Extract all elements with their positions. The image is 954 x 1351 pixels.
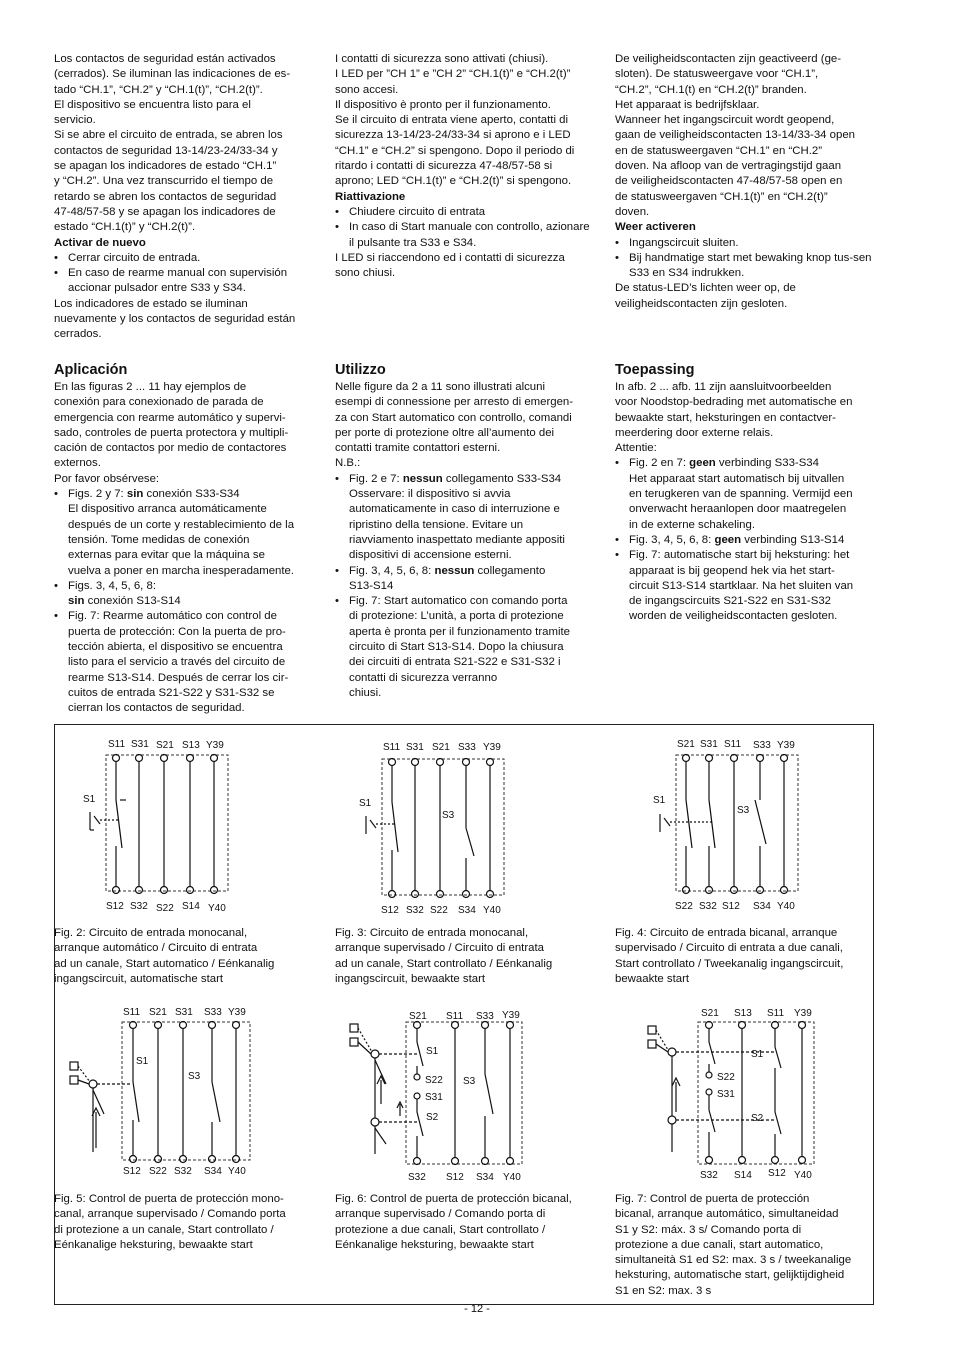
- section-heading-nl: Toepassing: [615, 362, 695, 378]
- fig5-top-label: Y39: [228, 1007, 246, 1018]
- fig6-top-label: S11: [446, 1011, 464, 1022]
- text-line: Si se abre el circuito de entrada, se abren los: [54, 129, 283, 142]
- caption-line: protezione a due canali, start automatico,: [615, 1238, 824, 1251]
- text-line: estado “CH.1(t)” y “CH.2(t)”.: [54, 221, 196, 234]
- caption-line: bewaakte start: [615, 972, 690, 985]
- list-item: [54, 609, 316, 716]
- nl-intro: [615, 52, 877, 312]
- subheading: Riattivazione: [335, 190, 406, 203]
- fig5-bottom-label: S22: [149, 1166, 167, 1177]
- es-intro: [54, 52, 316, 343]
- caption-line: canal, arranque supervisado / Comando porta: [54, 1208, 286, 1221]
- text-line: bewaakte start, heksturingen en contactver-: [615, 411, 836, 424]
- text-line: De status-LED’s lichten weer op, de: [615, 282, 796, 295]
- fig2-top-label: S11: [108, 739, 126, 750]
- fig7-bottom-label: S14: [734, 1170, 752, 1181]
- text-line: doven. Na afloop van de vertragingstijd gaan: [615, 160, 842, 173]
- caption-line: ingangscircuit, automatische start: [54, 972, 224, 985]
- text-line: Het apparaat is bedrijfsklaar.: [615, 98, 760, 111]
- fig7-top-label: S13: [734, 1008, 752, 1019]
- fig6-top-label: S21: [409, 1011, 427, 1022]
- fig2-bottom-label: Y40: [208, 903, 226, 914]
- text-line: aperta è pronta per il funzionamento tramite: [349, 625, 570, 638]
- text-line: I LED per ”CH 1” e ”CH 2” “CH.1(t)” e “CH.2(t)”: [335, 68, 571, 81]
- fig5-top-label: S11: [123, 1007, 141, 1018]
- text-line: • Fig. 7: Rearme automático con control de: [68, 610, 277, 623]
- fig4-bottom-label: S12: [722, 901, 740, 912]
- fig5-caption: [54, 1192, 316, 1253]
- list-item: • Ingangscircuit sluiten.: [615, 236, 877, 251]
- fig4-top-label: S33: [753, 740, 771, 751]
- list-item: • Cerrar circuito de entrada.: [54, 251, 316, 266]
- list-item: [615, 533, 877, 548]
- text-line: sicurezza 13-14/23-24/33-34 si aprono e i LED: [335, 129, 571, 142]
- text-line: en terugkeren van de spanning. Vermijd een: [629, 488, 853, 501]
- fig7-s22-label: S22: [717, 1072, 735, 1083]
- fig7-top-label: Y39: [794, 1008, 812, 1019]
- caption-line: bicanal, arranque automático, simultaneidad: [615, 1208, 839, 1221]
- page-number: - 12 -: [464, 1303, 490, 1315]
- caption-line: di protezione a un canale, Start controllato /: [54, 1223, 274, 1236]
- text-line: ripristino della tensione. Evitare un: [349, 518, 524, 531]
- fig3-bottom-label: S32: [406, 905, 424, 916]
- text-line: gaan de veiligheidscontacten 13-14/33-34 open: [615, 129, 856, 142]
- fig4-diagram: [650, 736, 810, 916]
- text-line: chiusi.: [349, 686, 382, 699]
- fig2-bottom-label: S32: [130, 901, 148, 912]
- fig3-caption: [335, 926, 597, 987]
- text-line: cierran los contactos de seguridad.: [68, 702, 245, 715]
- text-line: En las figuras 2 ... 11 hay ejemplos de: [54, 381, 247, 393]
- caption-line: arranque supervisado / Circuito di entrata: [335, 942, 544, 955]
- text-line: El dispositivo se encuentra listo para el: [54, 98, 251, 111]
- caption-line: ad un canale, Start automatico / Eénkanalig: [54, 957, 275, 970]
- fig6-top-label: S33: [476, 1011, 494, 1022]
- text-line: tección abierta, el dispositivo se encuentra: [68, 641, 283, 654]
- text-line: de statusweergaven “CH.1(t)” en “CH.2(t)”: [615, 190, 828, 203]
- fig2-s1-label: S1: [83, 794, 96, 805]
- text-line: • Figs. 3, 4, 5, 6, 8:: [68, 579, 157, 592]
- caption-line: supervisado / Circuito di entrata a due canali,: [615, 942, 843, 955]
- fig4-caption: [615, 926, 877, 987]
- text-line: después de un corte y restablecimiento de la: [68, 518, 295, 531]
- fig2-bottom-label: S14: [182, 901, 200, 912]
- fig7-s2-label: S2: [751, 1113, 764, 1124]
- text-line: cerrados.: [54, 328, 102, 341]
- list-item: • In caso di Start manuale con controllo, azionare il pulsante tra S33 e S34.: [335, 220, 597, 251]
- text-line: aprono; LED “CH.1(t)” e “CH.2(t)” si spengono.: [335, 175, 572, 188]
- caption-line: Start controllato / Tweekanalig ingangscircuit,: [615, 957, 844, 970]
- bold-run: nessun: [402, 472, 443, 485]
- fig6-diagram: [340, 1004, 540, 1184]
- fig2-top-label: S31: [131, 739, 149, 750]
- fig3-top-label: Y39: [483, 742, 501, 753]
- it-intro: [335, 52, 597, 281]
- list-item: [335, 472, 597, 564]
- caption-line: Eénkanalige heksturing, bewaakte start: [54, 1238, 253, 1251]
- text-line: Il dispositivo è pronto per il funzionamento.: [335, 98, 551, 111]
- fig4-bottom-label: Y40: [777, 901, 795, 912]
- text-line: circuit S13-S14 startklaar. Na het sluiten van: [629, 579, 854, 592]
- text-line: I LED si riaccendono ed i contatti di sicurezza: [335, 251, 565, 264]
- text-line: worden de veiligheidscontacten gesloten.: [629, 610, 838, 623]
- text-line: riavviamento inaspettato mediante appositi: [349, 533, 565, 546]
- fig7-caption: [615, 1192, 877, 1299]
- fig7-s1-label: S1: [751, 1049, 764, 1060]
- fig3-bottom-label: S22: [430, 905, 448, 916]
- text-line: “CH.2”, “CH.1(t) en “CH.2(t)” branden.: [615, 83, 807, 96]
- fig4-top-label: S31: [700, 739, 718, 750]
- fig6-top-label: Y39: [502, 1010, 520, 1021]
- caption-line: arranque supervisado / Comando porta di: [335, 1208, 546, 1221]
- caption-line: Fig. 7: Control de puerta de protección: [615, 1193, 810, 1205]
- caption-line: ingangscircuit, bewaakte start: [335, 972, 486, 985]
- text-run: verbinding S13-S14: [741, 533, 845, 546]
- caption-line: heksturing, automatische start, gelijktijdigheid: [615, 1269, 845, 1282]
- fig6-s1-label: S1: [426, 1046, 439, 1057]
- text-line: de veiligheidscontacten 47-48/57-58 open en: [615, 175, 843, 188]
- text-line: sloten). De statusweergave voor “CH.1”,: [615, 68, 819, 81]
- text-line: • Fig. 7: automatische start bij heksturing: het: [629, 549, 850, 562]
- fig7-bottom-label: S12: [768, 1168, 786, 1179]
- text-run: Fig. 3, 4, 5, 6, 8:: [349, 564, 435, 577]
- bold-run: geen: [689, 457, 716, 470]
- caption-line: simultaneità S1 ed S2: max. 3 s / tweekanalige: [615, 1254, 852, 1267]
- text-line: De veiligheidscontacten zijn geactiveerd (ge-: [615, 53, 842, 65]
- fig2-diagram: [80, 736, 240, 916]
- text-run: verbinding S33-S34: [715, 457, 819, 470]
- text-line: N.B.:: [335, 457, 361, 470]
- fig6-bottom-label: S34: [476, 1172, 494, 1183]
- fig7-top-label: S11: [767, 1008, 785, 1019]
- fig5-top-label: S21: [149, 1007, 167, 1018]
- fig6-caption: [335, 1192, 597, 1253]
- text-line: za con Start automatico con controllo, comandi: [335, 411, 572, 424]
- caption-line: protezione a due canali, Start controllato /: [335, 1223, 546, 1236]
- es-intro-lines: [54, 52, 316, 236]
- fig3-bottom-label: Y40: [483, 905, 501, 916]
- fig4-top-label: S21: [677, 739, 695, 750]
- bold-run: geen: [714, 533, 742, 546]
- caption-line: S1 y S2: máx. 3 s/ Comando porta di: [615, 1223, 802, 1236]
- text-line: • Fig. 7: Start automatico con comando porta: [349, 595, 568, 608]
- text-run: Figs. 2 y 7:: [68, 488, 127, 501]
- fig4-bottom-label: S22: [675, 901, 693, 912]
- fig5-top-label: S33: [204, 1007, 222, 1018]
- list-item: [335, 564, 597, 595]
- list-item: [615, 548, 877, 624]
- text-line: sono accesi.: [335, 83, 399, 96]
- text-line: retardo se abren los contactos de seguridad: [54, 190, 277, 203]
- caption-line: Fig. 3: Circuito de entrada monocanal,: [335, 927, 529, 939]
- text-line: dei circuiti di entrata S21-S22 e S31-S32 i: [349, 656, 561, 669]
- bold-run: sin: [68, 595, 85, 608]
- list-item: [335, 594, 597, 701]
- fig6-bottom-label: S32: [408, 1172, 426, 1183]
- text-line: (cerrados). Se iluminan las indicaciones de es-: [54, 68, 291, 81]
- text-line: circuito di Start S13-S14. Dopo la chiusura: [349, 641, 564, 654]
- text-line: I contatti di sicurezza sono attivati (chiusi).: [335, 53, 549, 65]
- list-item: [615, 456, 877, 532]
- fig2-bottom-label: S12: [106, 901, 124, 912]
- fig4-bottom-label: S34: [753, 901, 771, 912]
- text-line: El dispositivo arranca automáticamente: [68, 503, 267, 516]
- text-line: esempi di connessione per arresto di emergen-: [335, 396, 574, 409]
- caption-line: Fig. 6: Control de puerta de protección bicanal,: [335, 1193, 572, 1205]
- caption-line: ad un canale, Start controllato / Eénkanalig: [335, 957, 553, 970]
- text-line: contatti di sicurezza verranno: [349, 671, 498, 684]
- text-line: Het apparaat start automatisch bij uitvallen: [629, 472, 845, 485]
- bold-run: sin: [126, 488, 144, 501]
- text-run: Fig. 3, 4, 5, 6, 8:: [629, 533, 715, 546]
- text-line: veiligheidscontacten zijn gesloten.: [615, 297, 788, 310]
- text-line: Por favor obsérvese:: [54, 472, 160, 485]
- text-line: “CH.1” e “CH.2” si spengono. Dopo il periodo di: [335, 144, 575, 157]
- fig3-bottom-label: S12: [381, 905, 399, 916]
- text-line: puerta de protección: Con la puerta de pro-: [68, 625, 286, 638]
- fig4-s1-label: S1: [653, 795, 666, 806]
- fig7-s31-label: S31: [717, 1089, 735, 1100]
- text-line: 47-48/57-58 y se apagan los indicadores de: [54, 205, 276, 218]
- fig7-bottom-label: S32: [700, 1170, 718, 1181]
- text-line: externas para evitar que la máquina se: [68, 549, 265, 562]
- fig5-bottom-label: S12: [123, 1166, 141, 1177]
- text-line: automaticamente in caso di interruzione e: [349, 503, 560, 516]
- section-heading-es: Aplicación: [54, 362, 128, 378]
- text-line: contactos de seguridad 13-14/23-24/33-34 y: [54, 144, 278, 157]
- fig2-top-label: S21: [156, 740, 174, 751]
- caption-line: Eénkanalige heksturing, bewaakte start: [335, 1238, 534, 1251]
- text-line: emergencia con rearme automático y supervi-: [54, 411, 286, 424]
- text-run: Fig. 2 e 7:: [349, 472, 403, 485]
- fig5-bottom-label: S34: [204, 1166, 222, 1177]
- fig3-s3-label: S3: [442, 810, 455, 821]
- fig7-bottom-label: Y40: [794, 1170, 812, 1181]
- text-line: In afb. 2 ... afb. 11 zijn aansluitvoorbeelden: [615, 381, 832, 393]
- fig2-top-label: Y39: [206, 740, 224, 751]
- fig3-s1-label: S1: [359, 798, 372, 809]
- text-line: doven.: [615, 205, 650, 218]
- list-item: • Bij handmatige start met bewaking knop tus-sen S33 en S34 indrukken.: [615, 251, 877, 282]
- fig3-top-label: S11: [383, 742, 401, 753]
- list-item: [54, 579, 316, 610]
- text-line: Los indicadores de estado se iluminan: [54, 297, 248, 310]
- text-run: conexión S13-S14: [84, 595, 181, 608]
- text-line: cación de contactos por medio de contactores: [54, 442, 287, 455]
- text-line: vuelva a poner en marcha inesperadamente.: [68, 564, 295, 577]
- bullet-list: [615, 456, 877, 624]
- fig5-diagram: [60, 1002, 260, 1182]
- bullet-list: [615, 236, 877, 282]
- fig4-bottom-label: S32: [699, 901, 717, 912]
- fig5-bottom-label: S32: [174, 1166, 192, 1177]
- fig6-bottom-label: Y40: [503, 1172, 521, 1183]
- text-run: Fig. 2 en 7:: [629, 457, 690, 470]
- text-line: contatti tramite contattori esterni.: [335, 442, 501, 455]
- caption-line: arranque automático / Circuito di entrata: [54, 942, 258, 955]
- bullet-list: [335, 472, 597, 701]
- text-line: conexión para conexionado de parada de: [54, 396, 264, 409]
- fig5-top-label: S31: [175, 1007, 193, 1018]
- fig2-caption: [54, 926, 316, 987]
- text-line: sado, controles de puerta protectora y multipli-: [54, 426, 289, 439]
- text-line: di protezione: L’unità, a porta di protezione: [349, 610, 564, 623]
- list-item: • Chiudere circuito di entrata: [335, 205, 597, 220]
- text-line: S13-S14: [349, 579, 394, 592]
- fig5-s1-label: S1: [136, 1056, 149, 1067]
- fig2-bottom-label: S22: [156, 903, 174, 914]
- caption-line: Fig. 2: Circuito de entrada monocanal,: [54, 927, 248, 939]
- fig3-top-label: S21: [432, 742, 450, 753]
- list-item: • En caso de rearme manual con supervisión accionar pulsador entre S33 y S34.: [54, 266, 316, 297]
- text-line: ritardo i contatti di sicurezza 47-48/57-58 si: [335, 160, 553, 173]
- text-line: de ingangscircuits S21-S22 en S31-S32: [629, 595, 831, 608]
- text-line: voor Noodstop-bedrading met automatische en: [615, 396, 853, 409]
- fig6-s2-label: S2: [426, 1112, 439, 1123]
- text-line: se apagan los indicadores de estado “CH.1”: [54, 160, 277, 173]
- fig6-bottom-label: S12: [446, 1172, 464, 1183]
- fig4-s3-label: S3: [737, 805, 750, 816]
- fig3-top-label: S31: [406, 742, 424, 753]
- fig6-s22-label: S22: [425, 1075, 443, 1086]
- fig2-top-label: S13: [182, 740, 200, 751]
- text-line: tado “CH.1”, “CH.2” y “CH.1(t)”, “CH.2(t)”.: [54, 83, 263, 96]
- caption-line: S1 en S2: max. 3 s: [615, 1284, 712, 1297]
- section-heading-it: Utilizzo: [335, 362, 386, 378]
- text-line: onverwacht heraanlopen door maatregelen: [629, 503, 847, 516]
- text-line: apparaat is bij geopend hek via het start-: [629, 564, 835, 577]
- text-line: sono chiusi.: [335, 267, 396, 280]
- text-line: Los contactos de seguridad están activados: [54, 53, 276, 65]
- text-line: in de externe schakeling.: [629, 518, 756, 531]
- caption-line: Fig. 4: Circuito de entrada bicanal, arranque: [615, 927, 838, 939]
- es-application: [54, 380, 316, 717]
- bold-run: nessun: [434, 564, 475, 577]
- text-line: meerdering door externe relais.: [615, 426, 774, 439]
- fig7-diagram: [640, 1002, 820, 1186]
- text-line: Wanneer het ingangscircuit wordt geopend,: [615, 114, 835, 127]
- subheading: Weer activeren: [615, 221, 696, 234]
- text-line: per porte di protezione oltre all’aumento dei: [335, 426, 555, 439]
- fig3-bottom-label: S34: [458, 905, 476, 916]
- text-line: Se il circuito di entrata viene aperto, contatti di: [335, 114, 569, 127]
- text-line: Nelle figure da 2 a 11 sono illustrati alcuni: [335, 381, 546, 393]
- caption-line: Fig. 5: Control de puerta de protección mono-: [54, 1193, 284, 1205]
- fig3-top-label: S33: [458, 742, 476, 753]
- text-run: collegamento: [474, 564, 546, 577]
- fig5-s3-label: S3: [188, 1071, 201, 1082]
- text-line: dispositivi di accensione esterni.: [349, 549, 512, 562]
- fig6-s31-label: S31: [425, 1092, 443, 1103]
- bullet-list: [335, 205, 597, 251]
- fig4-top-label: Y39: [777, 740, 795, 751]
- text-line: Osservare: il dispositivo si avvia: [349, 488, 511, 501]
- list-item: [54, 487, 316, 579]
- text-line: rearme S13-S14. Después de cerrar los cir-: [68, 671, 289, 684]
- text-line: Attentie:: [615, 442, 657, 455]
- text-line: externos.: [54, 457, 101, 470]
- fig4-top-label: S11: [724, 739, 742, 750]
- bullet-list: [54, 251, 316, 297]
- text-run: conexión S33-S34: [143, 488, 240, 501]
- text-line: listo para el servicio a través del circuito de: [68, 656, 286, 669]
- nl-application: [615, 380, 877, 625]
- fig3-diagram: [356, 738, 516, 918]
- text-line: cuitos de entrada S21-S22 y S31-S32 se: [68, 686, 275, 699]
- fig5-bottom-label: Y40: [228, 1166, 246, 1177]
- text-run: collegamento S33-S34: [442, 472, 562, 485]
- text-line: en de statusweergaven “CH.1” en “CH.2”: [615, 144, 823, 157]
- text-line: y “CH.2”. Una vez transcurrido el tiempo de: [54, 175, 274, 188]
- text-line: tensión. Tome medidas de conexión: [68, 533, 250, 546]
- fig6-s3-label: S3: [463, 1076, 476, 1087]
- fig7-top-label: S21: [701, 1008, 719, 1019]
- bullet-list: [54, 487, 316, 716]
- text-line: nuevamente y los contactos de seguridad están: [54, 313, 296, 326]
- subheading: Activar de nuevo: [54, 236, 146, 249]
- it-application: [335, 380, 597, 701]
- text-line: servicio.: [54, 114, 96, 127]
